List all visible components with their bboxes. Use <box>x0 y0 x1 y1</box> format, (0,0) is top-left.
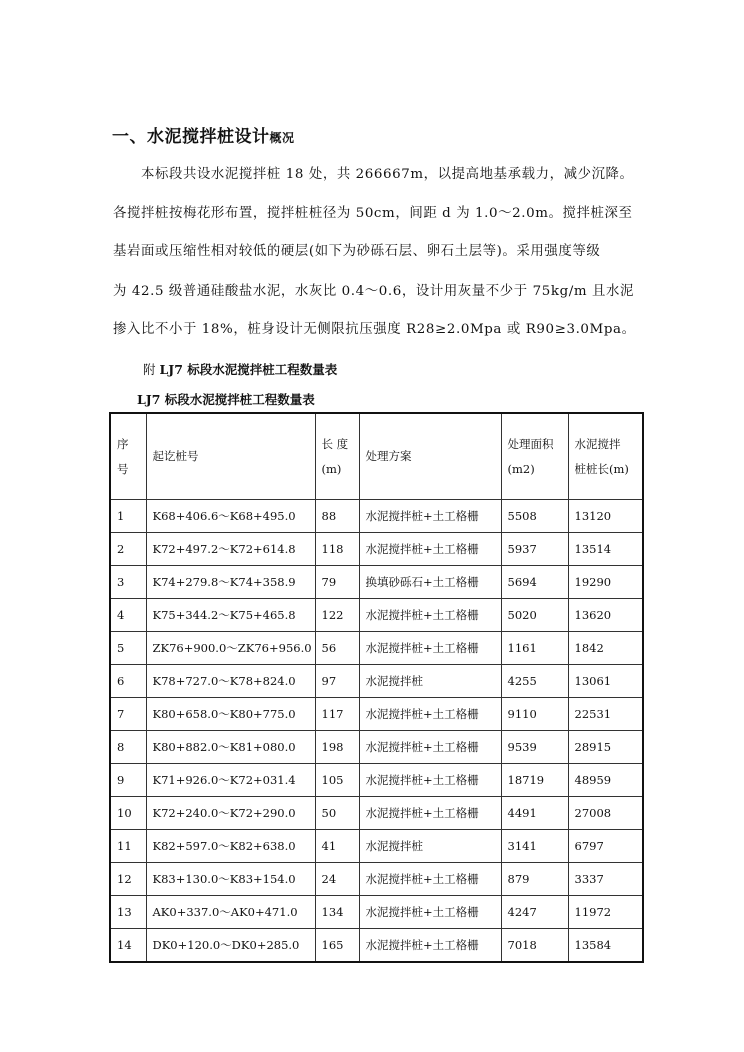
table-cell: 水泥搅拌桩+土工格栅 <box>359 896 501 929</box>
table-cell: K71+926.0～K72+031.4 <box>146 764 315 797</box>
table-cell: 水泥搅拌桩+土工格栅 <box>359 599 501 632</box>
table-cell: 换填砂砾石+土工格栅 <box>359 566 501 599</box>
table-cell: K82+597.0～K82+638.0 <box>146 830 315 863</box>
table-cell: K75+344.2～K75+465.8 <box>146 599 315 632</box>
header-cell <box>315 413 359 500</box>
table-cell: K74+279.8～K74+358.9 <box>146 566 315 599</box>
table-cell: 11 <box>110 830 146 863</box>
header-cell <box>568 413 643 500</box>
table-row <box>110 566 643 599</box>
table-cell: 5 <box>110 632 146 665</box>
table-row <box>110 632 643 665</box>
table-cell: 5937 <box>501 533 568 566</box>
table-cell: 9 <box>110 764 146 797</box>
table-row <box>110 698 643 731</box>
table-row <box>110 533 643 566</box>
table-cell: ZK76+900.0～ZK76+956.0 <box>146 632 315 665</box>
quantity-table <box>109 412 644 963</box>
table-row <box>110 863 643 896</box>
table-row <box>110 896 643 929</box>
table-cell: K72+497.2～K72+614.8 <box>146 533 315 566</box>
table-cell: 24 <box>315 863 359 896</box>
header-text: 处理方案 <box>365 449 412 463</box>
table-cell: 117 <box>315 698 359 731</box>
table-row <box>110 500 643 533</box>
table-cell: 6 <box>110 665 146 698</box>
table-cell: 198 <box>315 731 359 764</box>
table-cell: 7018 <box>501 929 568 963</box>
table-cell: 3337 <box>568 863 643 896</box>
table-header-row <box>110 413 643 500</box>
header-text: 桩桩长(m) <box>574 461 629 476</box>
table-row <box>110 797 643 830</box>
table-cell: 22531 <box>568 698 643 731</box>
table-cell: K78+727.0～K78+824.0 <box>146 665 315 698</box>
table-cell: 6797 <box>568 830 643 863</box>
table-cell: 水泥搅拌桩+土工格栅 <box>359 764 501 797</box>
table-cell: 13584 <box>568 929 643 963</box>
table-cell: 4491 <box>501 797 568 830</box>
table-cell: 13061 <box>568 665 643 698</box>
header-cell <box>146 413 315 500</box>
table-cell: 27008 <box>568 797 643 830</box>
heading-main: 一、水泥搅拌桩设计 <box>112 127 270 147</box>
table-cell: 1161 <box>501 632 568 665</box>
table-cell: 19290 <box>568 566 643 599</box>
table-row <box>110 731 643 764</box>
table-cell: 4255 <box>501 665 568 698</box>
body-line: 本标段共设水泥搅拌桩 18 处，共 266667m，以提高地基承载力，减少沉降。 <box>113 167 634 182</box>
header-cell <box>501 413 568 500</box>
table-cell: 13120 <box>568 500 643 533</box>
body-line: 掺入比不小于 18%，桩身设计无侧限抗压强度 R28≥2.0Mpa 或 R90≥3.0Mpa。 <box>113 322 636 337</box>
table-cell: DK0+120.0～DK0+285.0 <box>146 929 315 963</box>
heading-suffix: 概况 <box>269 131 295 145</box>
table-cell: 水泥搅拌桩+土工格栅 <box>359 698 501 731</box>
table-cell: 水泥搅拌桩+土工格栅 <box>359 731 501 764</box>
table-cell: K80+658.0～K80+775.0 <box>146 698 315 731</box>
table-cell: 水泥搅拌桩+土工格栅 <box>359 929 501 963</box>
header-cell <box>110 413 146 500</box>
table-cell: 122 <box>315 599 359 632</box>
table-row <box>110 830 643 863</box>
table-cell: K83+130.0～K83+154.0 <box>146 863 315 896</box>
header-text: (m) <box>321 461 342 476</box>
table-cell: K72+240.0～K72+290.0 <box>146 797 315 830</box>
table-cell: AK0+337.0～AK0+471.0 <box>146 896 315 929</box>
appendix-prefix: 附 <box>143 362 156 377</box>
table-cell: K80+882.0～K81+080.0 <box>146 731 315 764</box>
table-cell: 5694 <box>501 566 568 599</box>
header-text: 水泥搅拌 <box>574 436 621 451</box>
table-cell: 3141 <box>501 830 568 863</box>
header-text: 号 <box>117 461 129 476</box>
table-cell: 13 <box>110 896 146 929</box>
table-cell: 28915 <box>568 731 643 764</box>
table-cell: 134 <box>315 896 359 929</box>
header-text: 长 度 <box>321 436 349 451</box>
body-line: 为 42.5 级普通硅酸盐水泥，水灰比 0.4～0.6，设计用灰量不少于 75kg/m 且水泥 <box>113 284 634 299</box>
header-text: 处理面积 <box>507 436 554 451</box>
table-cell: 79 <box>315 566 359 599</box>
table-cell: 水泥搅拌桩+土工格栅 <box>359 797 501 830</box>
table-cell: 13514 <box>568 533 643 566</box>
body-line: 各搅拌桩按梅花形布置，搅拌桩桩径为 50cm，间距 d 为 1.0～2.0m。搅拌桩深至 <box>113 206 633 221</box>
header-text: (m2) <box>507 461 535 476</box>
table-cell: 118 <box>315 533 359 566</box>
table-cell: 2 <box>110 533 146 566</box>
table-cell: 48959 <box>568 764 643 797</box>
table-cell: 18719 <box>501 764 568 797</box>
appendix-caption <box>143 360 337 378</box>
header-text: 起讫桩号 <box>152 449 199 463</box>
table-cell: 11972 <box>568 896 643 929</box>
table-cell: 4 <box>110 599 146 632</box>
table-cell: 14 <box>110 929 146 963</box>
table-row <box>110 599 643 632</box>
table-cell: 1842 <box>568 632 643 665</box>
table-cell: 12 <box>110 863 146 896</box>
table-cell: 879 <box>501 863 568 896</box>
appendix-title: LJ7 标段水泥搅拌桩工程数量表 <box>159 362 338 377</box>
table-cell: 56 <box>315 632 359 665</box>
table-cell: 水泥搅拌桩+土工格栅 <box>359 632 501 665</box>
table-cell: 8 <box>110 731 146 764</box>
table-cell: 水泥搅拌桩 <box>359 830 501 863</box>
table-cell: 9110 <box>501 698 568 731</box>
table-row <box>110 764 643 797</box>
table-cell: 41 <box>315 830 359 863</box>
section-heading <box>112 122 295 147</box>
table-cell: 水泥搅拌桩+土工格栅 <box>359 863 501 896</box>
table-cell: 3 <box>110 566 146 599</box>
table-cell: 88 <box>315 500 359 533</box>
table-cell: 9539 <box>501 731 568 764</box>
table-cell: 10 <box>110 797 146 830</box>
table-cell: 5508 <box>501 500 568 533</box>
table-cell: 4247 <box>501 896 568 929</box>
table-title: LJ7 标段水泥搅拌桩工程数量表 <box>137 392 315 407</box>
table-cell: 水泥搅拌桩+土工格栅 <box>359 500 501 533</box>
header-text: 序 <box>117 436 129 451</box>
table-cell: 1 <box>110 500 146 533</box>
table-cell: 97 <box>315 665 359 698</box>
header-cell <box>359 413 501 500</box>
table-cell: 50 <box>315 797 359 830</box>
table-row <box>110 665 643 698</box>
table-cell: 7 <box>110 698 146 731</box>
table-cell: 13620 <box>568 599 643 632</box>
table-cell: 水泥搅拌桩 <box>359 665 501 698</box>
table-cell: 165 <box>315 929 359 963</box>
table-cell: 5020 <box>501 599 568 632</box>
table-row <box>110 929 643 963</box>
body-line: 基岩面或压缩性相对较低的硬层(如下为砂砾石层、卵石土层等)。采用强度等级 <box>113 244 601 259</box>
table-cell: K68+406.6～K68+495.0 <box>146 500 315 533</box>
table-cell: 105 <box>315 764 359 797</box>
table-cell: 水泥搅拌桩+土工格栅 <box>359 533 501 566</box>
